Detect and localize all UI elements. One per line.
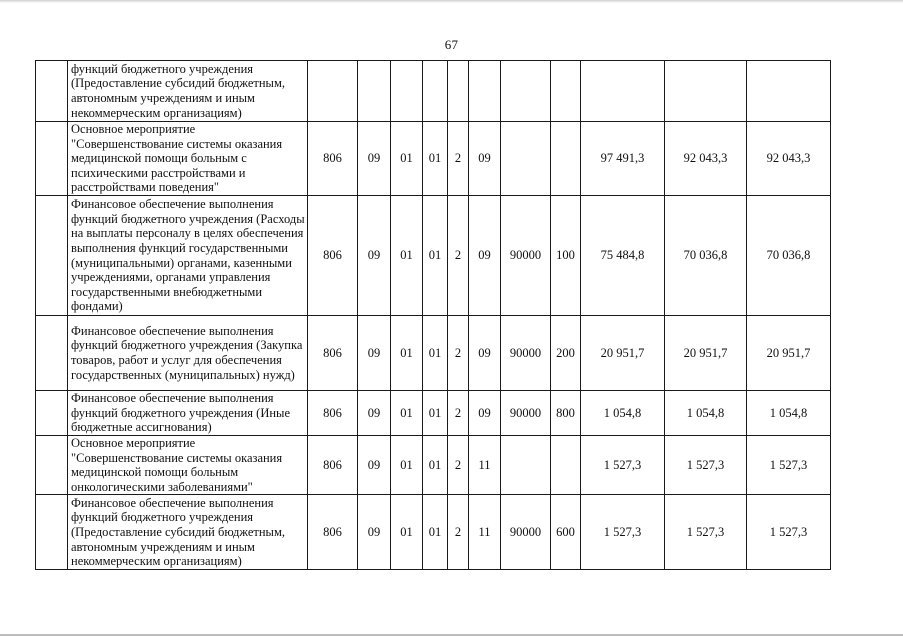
- row-name: Основное мероприятие "Совершенствование системы оказания медицинской помощи больным с психическими расстройствами и расстройствами поведения": [68, 122, 308, 196]
- program-code: 01: [423, 196, 448, 316]
- program-code: 01: [423, 316, 448, 391]
- row-name: Финансовое обеспечение выполнения функций бюджетного учреждения (Предоставление субсидий бюджетным, автономным учреждениям и иным некоммерческим организациям): [68, 495, 308, 570]
- section-code: 09: [358, 436, 391, 495]
- measure-code: 11: [469, 436, 501, 495]
- direction-code: 90000: [501, 391, 551, 436]
- measure-code: 09: [469, 122, 501, 196]
- measure-code: 09: [469, 196, 501, 316]
- amount-year-1: 20 951,7: [581, 316, 665, 391]
- table-row: [36, 196, 831, 316]
- row-name: Финансовое обеспечение выполнения функций бюджетного учреждения (Расходы на выплаты персоналу в целях обеспечения выполнения функций государственными (муниципальными) органами, казенными учреждениями, органами управления государственными внебюджетными фондами): [68, 196, 308, 316]
- direction-code: [501, 61, 551, 122]
- row-name: Финансовое обеспечение выполнения функций бюджетного учреждения (Закупка товаров, работ и услуг для обеспечения государственных (муниципальных) нужд): [68, 316, 308, 391]
- table-row: [36, 61, 831, 122]
- measure-code: [469, 61, 501, 122]
- program-code: [423, 61, 448, 122]
- expense-type-code: [551, 122, 581, 196]
- section-code: 09: [358, 122, 391, 196]
- amount-year-2: [665, 61, 747, 122]
- subprogram-code: [448, 61, 469, 122]
- section-code: 09: [358, 316, 391, 391]
- expense-type-code: 100: [551, 196, 581, 316]
- amount-year-1: [581, 61, 665, 122]
- row-number-cell: [36, 495, 68, 570]
- subsection-code: [391, 61, 423, 122]
- expense-type-code: [551, 436, 581, 495]
- program-code: 01: [423, 391, 448, 436]
- measure-code: 09: [469, 391, 501, 436]
- row-number-cell: [36, 196, 68, 316]
- ministry-code: [308, 61, 358, 122]
- section-code: 09: [358, 495, 391, 570]
- ministry-code: 806: [308, 122, 358, 196]
- program-code: 01: [423, 495, 448, 570]
- subsection-code: 01: [391, 122, 423, 196]
- row-number-cell: [36, 61, 68, 122]
- scan-bottom-edge: [0, 634, 903, 636]
- scan-top-edge: [0, 0, 903, 3]
- row-name: Основное мероприятие "Совершенствование системы оказания медицинской помощи больным онкологическими заболеваниями": [68, 436, 308, 495]
- section-code: [358, 61, 391, 122]
- table-row: [36, 495, 831, 570]
- amount-year-1: 75 484,8: [581, 196, 665, 316]
- amount-year-3: 1 527,3: [747, 495, 831, 570]
- budget-table: [35, 60, 831, 570]
- page-number: 67: [444, 37, 459, 52]
- amount-year-3: 20 951,7: [747, 316, 831, 391]
- table-row: [36, 436, 831, 495]
- amount-year-2: 1 527,3: [665, 436, 747, 495]
- ministry-code: 806: [308, 391, 358, 436]
- amount-year-2: 70 036,8: [665, 196, 747, 316]
- section-code: 09: [358, 391, 391, 436]
- section-code: 09: [358, 196, 391, 316]
- amount-year-3: [747, 61, 831, 122]
- row-number-cell: [36, 436, 68, 495]
- amount-year-2: 20 951,7: [665, 316, 747, 391]
- row-number-cell: [36, 316, 68, 391]
- direction-code: 90000: [501, 196, 551, 316]
- expense-type-code: [551, 61, 581, 122]
- ministry-code: 806: [308, 196, 358, 316]
- ministry-code: 806: [308, 316, 358, 391]
- table-row: [36, 316, 831, 391]
- row-number-cell: [36, 122, 68, 196]
- amount-year-3: 70 036,8: [747, 196, 831, 316]
- direction-code: [501, 122, 551, 196]
- subprogram-code: 2: [448, 196, 469, 316]
- program-code: 01: [423, 122, 448, 196]
- amount-year-3: 92 043,3: [747, 122, 831, 196]
- subsection-code: 01: [391, 316, 423, 391]
- row-name: функций бюджетного учреждения (Предоставление субсидий бюджетным, автономным учреждениям и иным некоммерческим организациям): [68, 61, 308, 122]
- subprogram-code: 2: [448, 122, 469, 196]
- measure-code: 11: [469, 495, 501, 570]
- amount-year-1: 1 527,3: [581, 436, 665, 495]
- table-row: [36, 122, 831, 196]
- amount-year-2: 1 054,8: [665, 391, 747, 436]
- subprogram-code: 2: [448, 495, 469, 570]
- direction-code: [501, 436, 551, 495]
- amount-year-2: 1 527,3: [665, 495, 747, 570]
- expense-type-code: 800: [551, 391, 581, 436]
- amount-year-3: 1 054,8: [747, 391, 831, 436]
- ministry-code: 806: [308, 495, 358, 570]
- measure-code: 09: [469, 316, 501, 391]
- program-code: 01: [423, 436, 448, 495]
- ministry-code: 806: [308, 436, 358, 495]
- amount-year-2: 92 043,3: [665, 122, 747, 196]
- table-row: [36, 391, 831, 436]
- subprogram-code: 2: [448, 316, 469, 391]
- row-number-cell: [36, 391, 68, 436]
- subprogram-code: 2: [448, 391, 469, 436]
- subsection-code: 01: [391, 391, 423, 436]
- amount-year-1: 1 527,3: [581, 495, 665, 570]
- direction-code: 90000: [501, 316, 551, 391]
- amount-year-1: 1 054,8: [581, 391, 665, 436]
- amount-year-3: 1 527,3: [747, 436, 831, 495]
- subsection-code: 01: [391, 436, 423, 495]
- subsection-code: 01: [391, 196, 423, 316]
- direction-code: 90000: [501, 495, 551, 570]
- amount-year-1: 97 491,3: [581, 122, 665, 196]
- row-name: Финансовое обеспечение выполнения функций бюджетного учреждения (Иные бюджетные ассигнования): [68, 391, 308, 436]
- subprogram-code: 2: [448, 436, 469, 495]
- subsection-code: 01: [391, 495, 423, 570]
- expense-type-code: 600: [551, 495, 581, 570]
- expense-type-code: 200: [551, 316, 581, 391]
